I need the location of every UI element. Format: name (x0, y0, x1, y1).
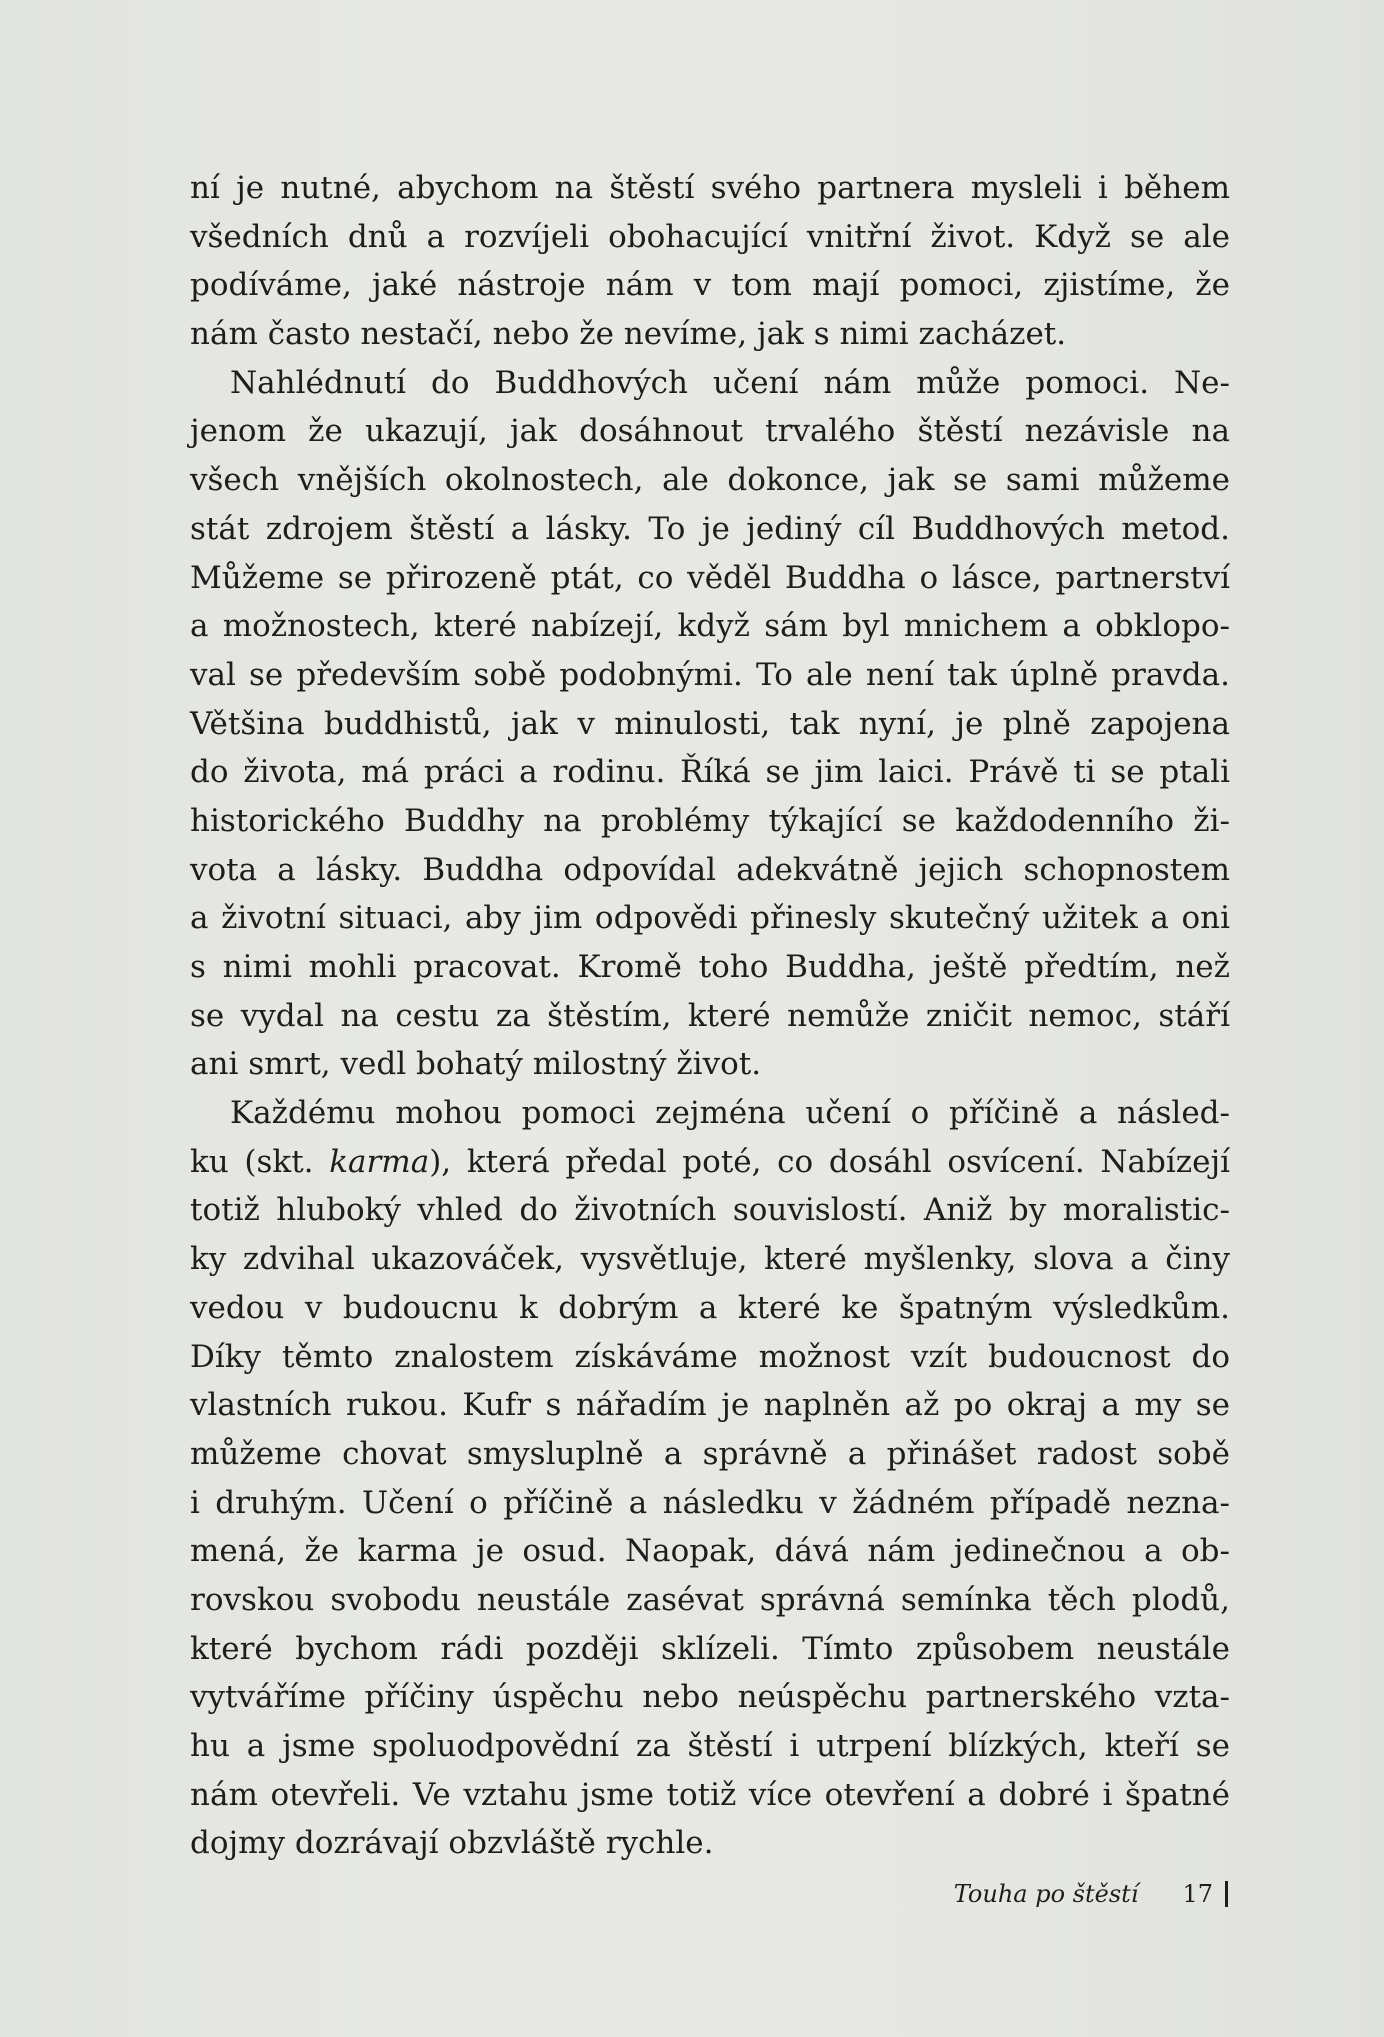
text-line: nám často nestačí, nebo že nevíme, jak s nimi zacházet. (190, 316, 1067, 353)
text-line: val se především sobě podobnými. To ale není tak úplně pravda. (190, 656, 1230, 693)
text-line: hu a jsme spoluodpovědní za štěstí i utrpení blízkých, kteří se (190, 1728, 1230, 1764)
text-line: které bychom rádi později sklízeli. Tímto způsobem neustále (190, 1630, 1230, 1667)
text-line: s nimi mohli pracovat. Kromě toho Buddha, ještě předtím, než (190, 949, 1230, 985)
text-line: můžeme chovat smysluplně a správně a přinášet radost sobě (190, 1435, 1230, 1472)
text-line: Většina buddhistů, jak v minulosti, tak nyní, je plně zapojena (190, 705, 1230, 742)
text-line: do života, má práci a rodinu. Říká se jim laici. Právě ti se ptali (190, 754, 1230, 791)
text-line: ani smrt, vedl bohatý milostný život. (190, 1046, 762, 1083)
text-line: a životní situaci, aby jim odpovědi přinesly skutečný užitek a oni (190, 900, 1230, 937)
text-line: Nahlédnutí do Buddhových učení nám může pomoci. Ne- (230, 364, 1230, 401)
text-line: podíváme, jaké nástroje nám v tom mají pomoci, zjistíme, že (190, 267, 1230, 304)
page-footer (954, 1880, 1228, 1908)
text-line: historického Buddhy na problémy týkající se každodenního ži- (190, 802, 1230, 839)
text-line: jenom že ukazují, jak dosáhnout trvalého štěstí nezávisle na (190, 413, 1230, 450)
footer-rule (1225, 1881, 1228, 1907)
text-line: vytváříme příčiny úspěchu nebo neúspěchu partnerského vzta- (190, 1679, 1230, 1716)
text-line: všedních dnů a rozvíjeli obohacující vnitřní život. Když se ale (190, 218, 1230, 255)
running-title: Touha po štěstí (953, 1880, 1139, 1908)
body-text (190, 164, 1230, 1868)
text-line: mená, že karma je osud. Naopak, dává nám jedinečnou a ob- (190, 1533, 1230, 1570)
text-line: stát zdrojem štěstí a lásky. To je jediný cíl Buddhových metod. (190, 510, 1230, 547)
text-line: ní je nutné, abychom na štěstí svého partnera mysleli i během (190, 170, 1230, 206)
text-line: a možnostech, které nabízejí, když sám byl mnichem a obklopo- (190, 608, 1230, 645)
text-line: vedou v budoucnu k dobrým a které ke špatným výsledkům. (190, 1289, 1230, 1326)
page-number: 17 (1182, 1880, 1213, 1908)
text-line: rovskou svobodu neustále zasévat správná semínka těch plodů, (190, 1581, 1230, 1618)
text-line: ky zdvihal ukazováček, vysvětluje, které myšlenky, slova a činy (190, 1241, 1230, 1278)
text-line: i druhým. Učení o příčině a následku v žádném případě nezna- (190, 1484, 1230, 1521)
italic-term: karma (329, 1143, 430, 1180)
text-line: ku (skt. karma), která předal poté, co dosáhl osvícení. Nabízejí (190, 1143, 1231, 1180)
text-line: Každému mohou pomoci zejména učení o příčině a násled- (230, 1095, 1230, 1132)
text-line: vota a lásky. Buddha odpovídal adekvátně jejich schopnostem (190, 851, 1230, 888)
text-line: nám otevřeli. Ve vztahu jsme totiž více otevření a dobré i špatné (190, 1776, 1230, 1813)
text-line: Můžeme se přirozeně ptát, co věděl Buddha o lásce, partnerství (190, 559, 1230, 596)
text-line: totiž hluboký vhled do životních souvislostí. Aniž by moralistic- (190, 1192, 1230, 1229)
text-line: se vydal na cestu za štěstím, které nemůže zničit nemoc, stáří (190, 997, 1230, 1034)
text-line: vlastních rukou. Kufr s nářadím je naplněn až po okraj a my se (190, 1387, 1230, 1424)
text-line: dojmy dozrávají obzvláště rychle. (190, 1825, 714, 1862)
text-line: všech vnějších okolnostech, ale dokonce, jak se sami můžeme (190, 462, 1230, 499)
text-line: Díky těmto znalostem získáváme možnost vzít budoucnost do (190, 1338, 1230, 1375)
